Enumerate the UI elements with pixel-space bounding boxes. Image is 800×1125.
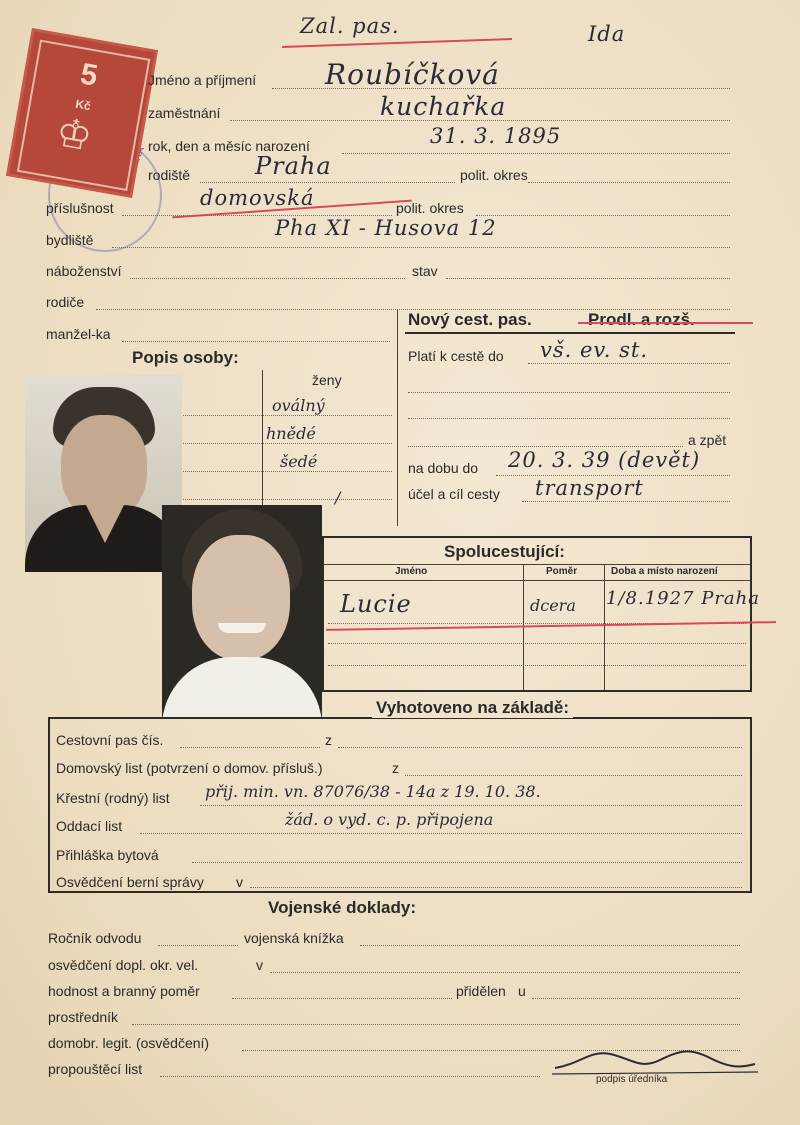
companion-birth: 1/8.1927 Praha <box>606 588 760 609</box>
hair-value: hnědé <box>266 424 316 443</box>
year-label: Ročník odvodu <box>48 930 142 946</box>
residence-label: bydliště <box>46 232 94 248</box>
birthdate-label: rok, den a měsíc narození <box>148 138 310 154</box>
purpose-value: transport <box>535 476 644 500</box>
eyes-value: šedé <box>280 452 318 471</box>
legit-label: domobr. legit. (osvědčení) <box>48 1035 210 1051</box>
col-relation: Poměr <box>546 566 578 577</box>
valid-value: vš. ev. st. <box>540 338 649 362</box>
revenue-stamp <box>18 38 146 188</box>
cert-label: osvědčení dopl. okr. vel. <box>48 957 199 973</box>
marks-value: / <box>335 488 341 507</box>
name-label: Jméno a příjmení <box>148 72 257 88</box>
stamp-currency: Kč <box>74 96 92 114</box>
basis-heading: Vyhotoveno na základě: <box>372 698 573 718</box>
top-note: Zal. pas. <box>300 14 400 38</box>
women-label: ženy <box>312 372 342 388</box>
lion-emblem-icon: ♔ <box>52 110 96 160</box>
period-label: na dobu do <box>408 460 479 476</box>
citizenship-value: domovská <box>200 186 315 210</box>
baptism-value: přij. min. vn. 87076/38 - 14a z 19. 10. 38. <box>205 782 541 801</box>
birthdate-value: 31. 3. 1895 <box>430 124 562 148</box>
book-label: vojenská knížka <box>244 930 344 946</box>
domicile-label: Domovský list (potvrzení o domov. přísluš.) <box>56 760 323 776</box>
district-label: polit. okres <box>460 167 528 183</box>
photo-daughter <box>162 505 322 717</box>
marriage-label: Oddací list <box>56 818 123 834</box>
col-name: Jméno <box>395 566 428 577</box>
religion-label: náboženství <box>46 263 122 279</box>
photo-mother <box>25 375 182 572</box>
birthplace-value: Praha <box>255 152 332 180</box>
marriage-value: žád. o vyd. c. p. připojena <box>285 810 494 829</box>
rank-label: hodnost a branný poměr <box>48 983 200 999</box>
signature-caption: podpis úředníka <box>596 1074 668 1085</box>
occupation-value: kuchařka <box>380 92 507 121</box>
residence-value: Pha XI - Husova 12 <box>275 216 497 240</box>
spouse-label: manžel-ka <box>46 326 111 342</box>
passport-from-label: z <box>325 732 332 748</box>
tax-label: Osvědčení berní správy <box>56 874 204 890</box>
companion-name: Lucie <box>340 590 412 618</box>
registration-label: Přihláška bytová <box>56 847 159 863</box>
birthplace-label: rodiště <box>148 167 191 183</box>
middleman-label: prostředník <box>48 1009 119 1025</box>
assigned-label: přidělen <box>456 983 506 999</box>
assigned-from-label: u <box>518 983 526 999</box>
citizenship-label: příslušnost <box>46 200 114 216</box>
extend-label: Prodl. a rozš. <box>588 310 695 329</box>
purpose-label: účel a cíl cesty <box>408 486 500 502</box>
cert-from-label: v <box>256 957 263 973</box>
tax-from-label: v <box>236 874 243 890</box>
discharge-label: propouštěcí list <box>48 1061 143 1077</box>
valid-label: Platí k cestě do <box>408 348 504 364</box>
passport-number-label: Cestovní pas čís. <box>56 732 164 748</box>
face-value: oválný <box>272 396 325 415</box>
period-value: 20. 3. 39 (devět) <box>508 448 701 472</box>
domicile-from-label: z <box>392 760 399 776</box>
stamp-value: 5 <box>77 57 101 93</box>
description-heading: Popis osoby: <box>132 348 239 367</box>
col-birth: Doba a místo narození <box>611 566 718 577</box>
parents-label: rodiče <box>46 294 85 310</box>
baptism-label: Křestní (rodný) list <box>56 790 170 806</box>
military-heading: Vojenské doklady: <box>268 898 417 917</box>
occupation-label: zaměstnání <box>148 105 221 121</box>
status-label: stav <box>412 263 438 279</box>
top-first-name: Ida <box>588 22 626 46</box>
companions-heading: Spolucestující: <box>444 542 565 561</box>
district2-label: polit. okres <box>396 200 464 216</box>
back-label: a zpět <box>688 432 727 448</box>
new-passport-label: Nový cest. pas. <box>408 310 532 329</box>
name-value: Roubíčková <box>325 58 500 91</box>
companion-relation: dcera <box>530 596 576 615</box>
